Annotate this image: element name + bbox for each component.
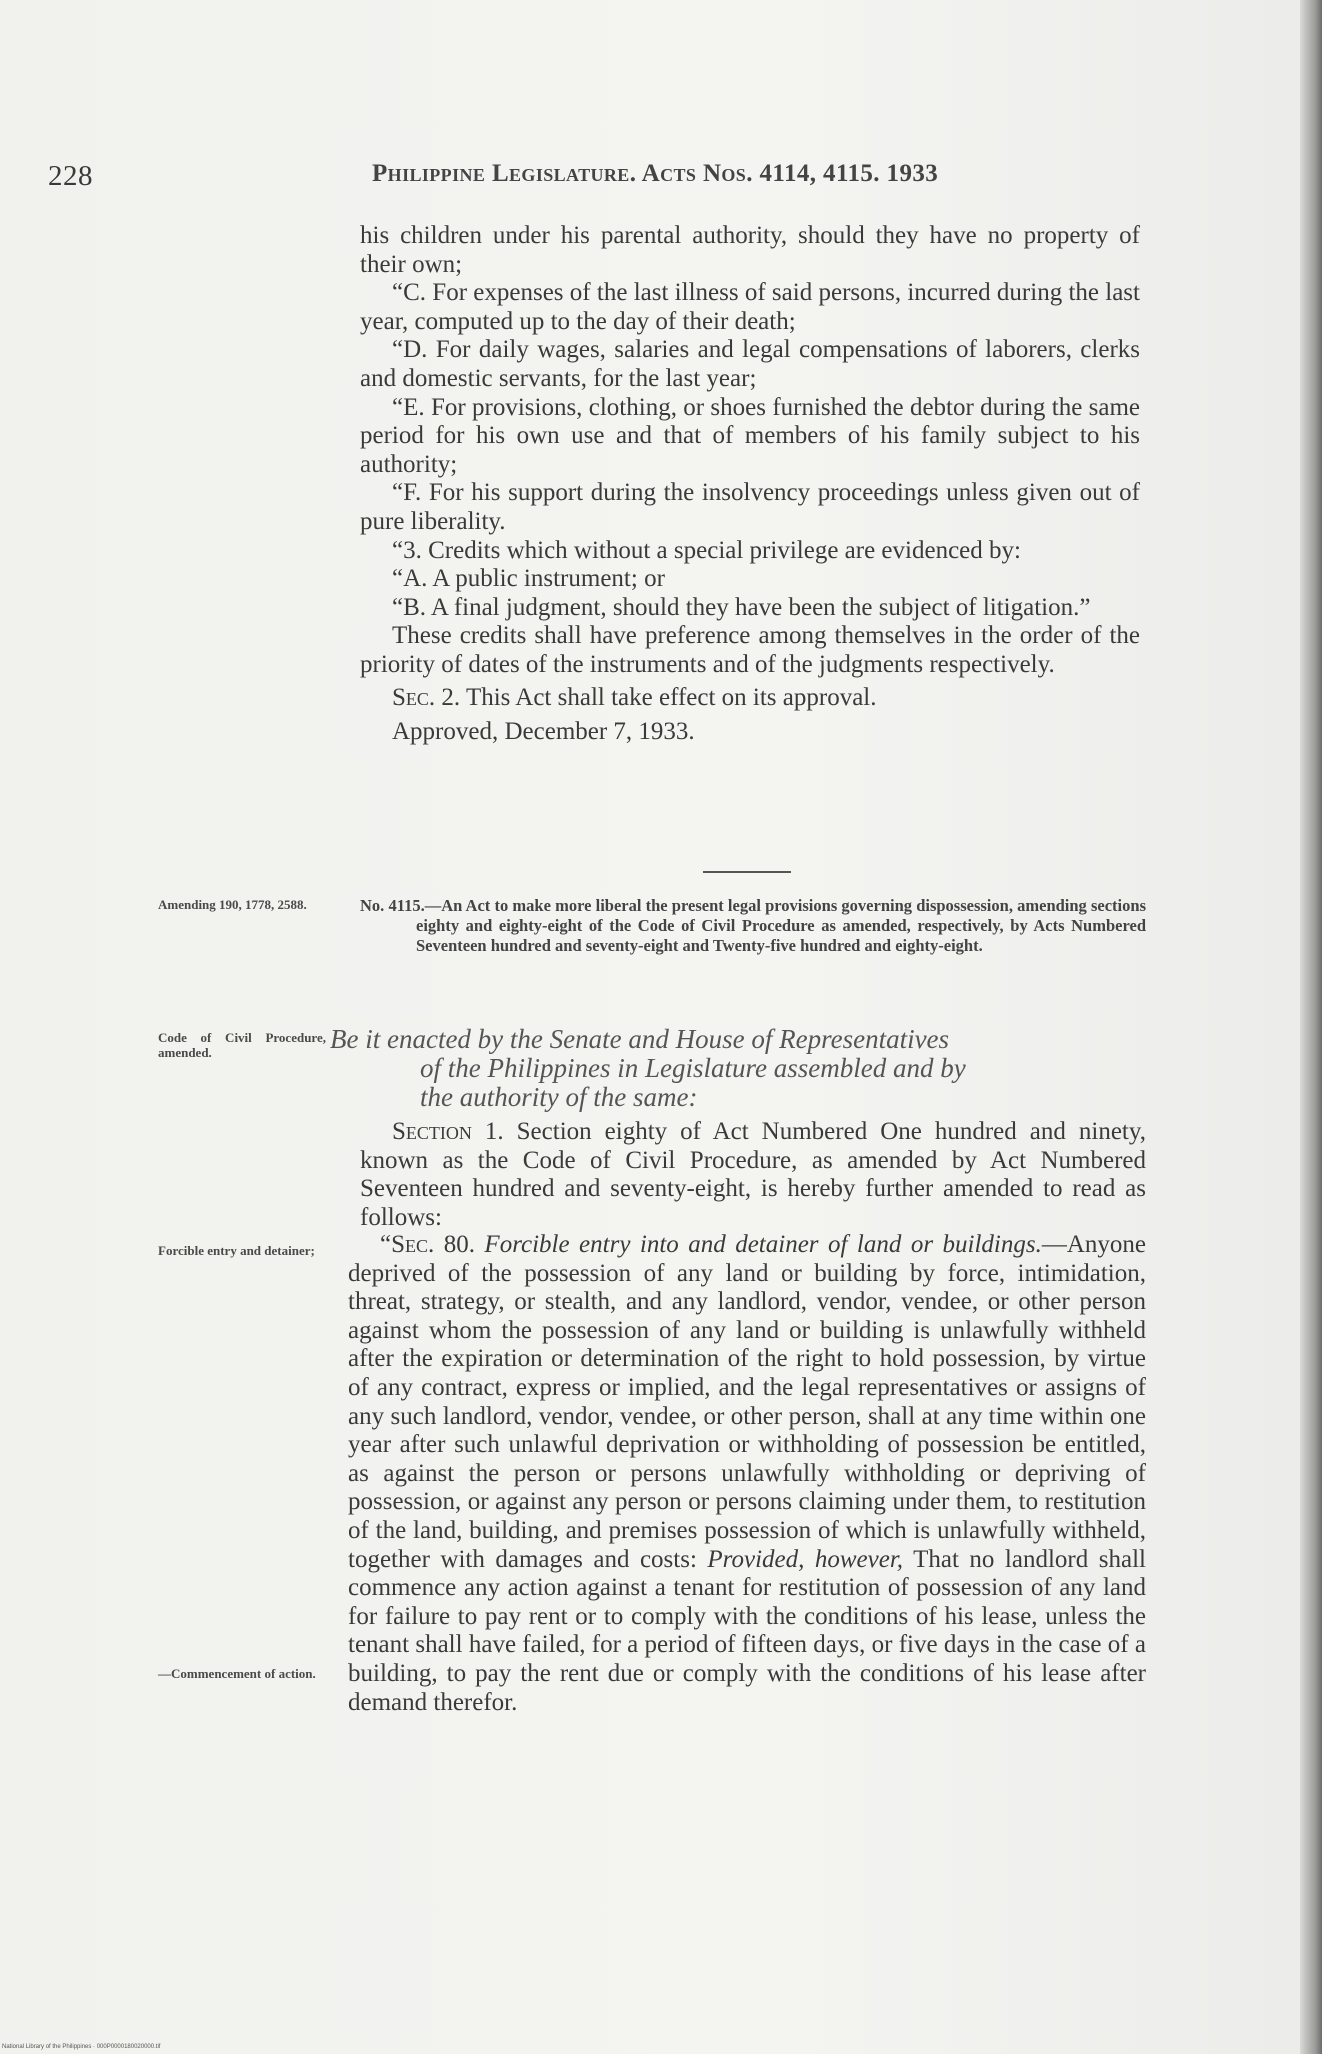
paragraph: “F. For his support during the insolvency proceedings unless given out of pure liberality. <box>360 479 1140 535</box>
paragraph: “A. A public instrument; or <box>392 565 665 593</box>
section-2 <box>360 684 1140 713</box>
section-label: Sec. 2. <box>392 683 461 711</box>
proviso: Provided, however, <box>707 1545 904 1573</box>
scan-footer: National Library of the Philippines · 000P0000180020000.tif <box>2 2044 161 2050</box>
page-number: 228 <box>48 160 93 192</box>
section-80-paragraph <box>348 1231 1146 1717</box>
section-text: —Anyone deprived of the possession of any land or building by force, intimidation, threat, strategy, or stealth, and any landlord, vendor, vendee, or other person against whom the possession of any land or building is unlawfully withheld after the expiration or determination of the right to hold possession, by virtue of any contract, express or implied, and the legal representatives or assigns of any such landlord, vendor, vendee, or other person, shall at any time within one year after such unlawful deprivation or withholding of possession be entitled, as against the person or persons unlawfully withholding or depriving of possession, or against any person or persons claiming under them, to restitution of the land, building, and premises possession of which is unlawfully withheld, together with damages and costs: <box>348 1231 1146 1573</box>
paragraph: “C. For expenses of the last illness of said persons, incurred during the last year, computed up to the day of their death; <box>360 279 1140 335</box>
paragraph: These credits shall have preference among themselves in the order of the priority of dates of the instruments and of the judgments respectively. <box>360 622 1140 678</box>
margin-note-amending: Amending 190, 1778, 2588. <box>158 897 307 912</box>
approval-line: Approved, December 7, 1933. <box>392 718 695 746</box>
page-header <box>0 160 1300 200</box>
section-text: This Act shall take effect on its approval. <box>460 683 877 711</box>
running-head: Philippine Legislature. Acts Nos. 4114, 4115. 1933 <box>372 160 939 187</box>
paragraph: “E. For provisions, clothing, or shoes furnished the debtor during the same period for his own use and that of members of his family subject to his authority; <box>360 393 1140 478</box>
enacting-line-1: Be it enacted by the Senate and House of Representatives <box>330 1024 950 1054</box>
margin-note-forcible: Forcible entry and detainer; <box>158 1243 315 1258</box>
paragraph: “D. For daily wages, salaries and legal compensations of laborers, clerks and domestic servants, for the last year; <box>360 336 1140 392</box>
margin-note-code: Code of Civil Procedure, amended. <box>158 1030 326 1060</box>
paragraph: “3. Credits which without a special privilege are evidenced by: <box>392 536 1021 564</box>
section-1 <box>360 1118 1146 1232</box>
section-label: Section 1. <box>392 1118 504 1145</box>
enacting-clause <box>330 1025 1145 1112</box>
section-80 <box>348 1231 1146 1717</box>
paragraph: his children under his parental authority, should they have no property of their own; <box>360 222 1140 278</box>
page-edge-shadow <box>1300 0 1322 2054</box>
enacting-line-3: the authority of the same: <box>420 1082 698 1112</box>
margin-note-commencement: —Commencement of action. <box>158 1666 316 1681</box>
divider-rule <box>703 871 791 873</box>
section-label: “Sec. 80. <box>380 1231 475 1258</box>
paragraph: “B. A final judgment, should they have been the subject of litigation.” <box>392 593 1091 621</box>
act-title <box>360 896 1146 956</box>
act-title-text: No. 4115.—An Act to make more liberal the present legal provisions governing dispossession, amending sections eighty and eighty-eight of the Code of Civil Procedure as amended, respectively, by Acts Numbered Seventeen hundred and seventy-eight and Twenty-five hundred and eighty-eight. <box>360 896 1146 955</box>
section-text: That no landlord shall commence any action against a tenant for restitution of possession of any land for failure to pay rent or to comply with the conditions of his lease, unless the tenant shall have failed, for a period of fifteen days, or five days in the case of a building, to pay the rent due or comply with the conditions of his lease after demand therefor. <box>348 1545 1146 1716</box>
enacting-line-2: of the Philippines in Legislature assembled and by <box>420 1053 966 1083</box>
section-1-paragraph <box>360 1118 1146 1232</box>
top-text-block <box>360 222 1140 747</box>
section-heading: Forcible entry into and detainer of land or buildings. <box>474 1231 1042 1258</box>
section-text: Section eighty of Act Numbered One hundred and ninety, known as the Code of Civil Procedure, as amended by Act Numbered Seventeen hundred and seventy-eight, is hereby further amended to read as follows: <box>360 1118 1146 1231</box>
